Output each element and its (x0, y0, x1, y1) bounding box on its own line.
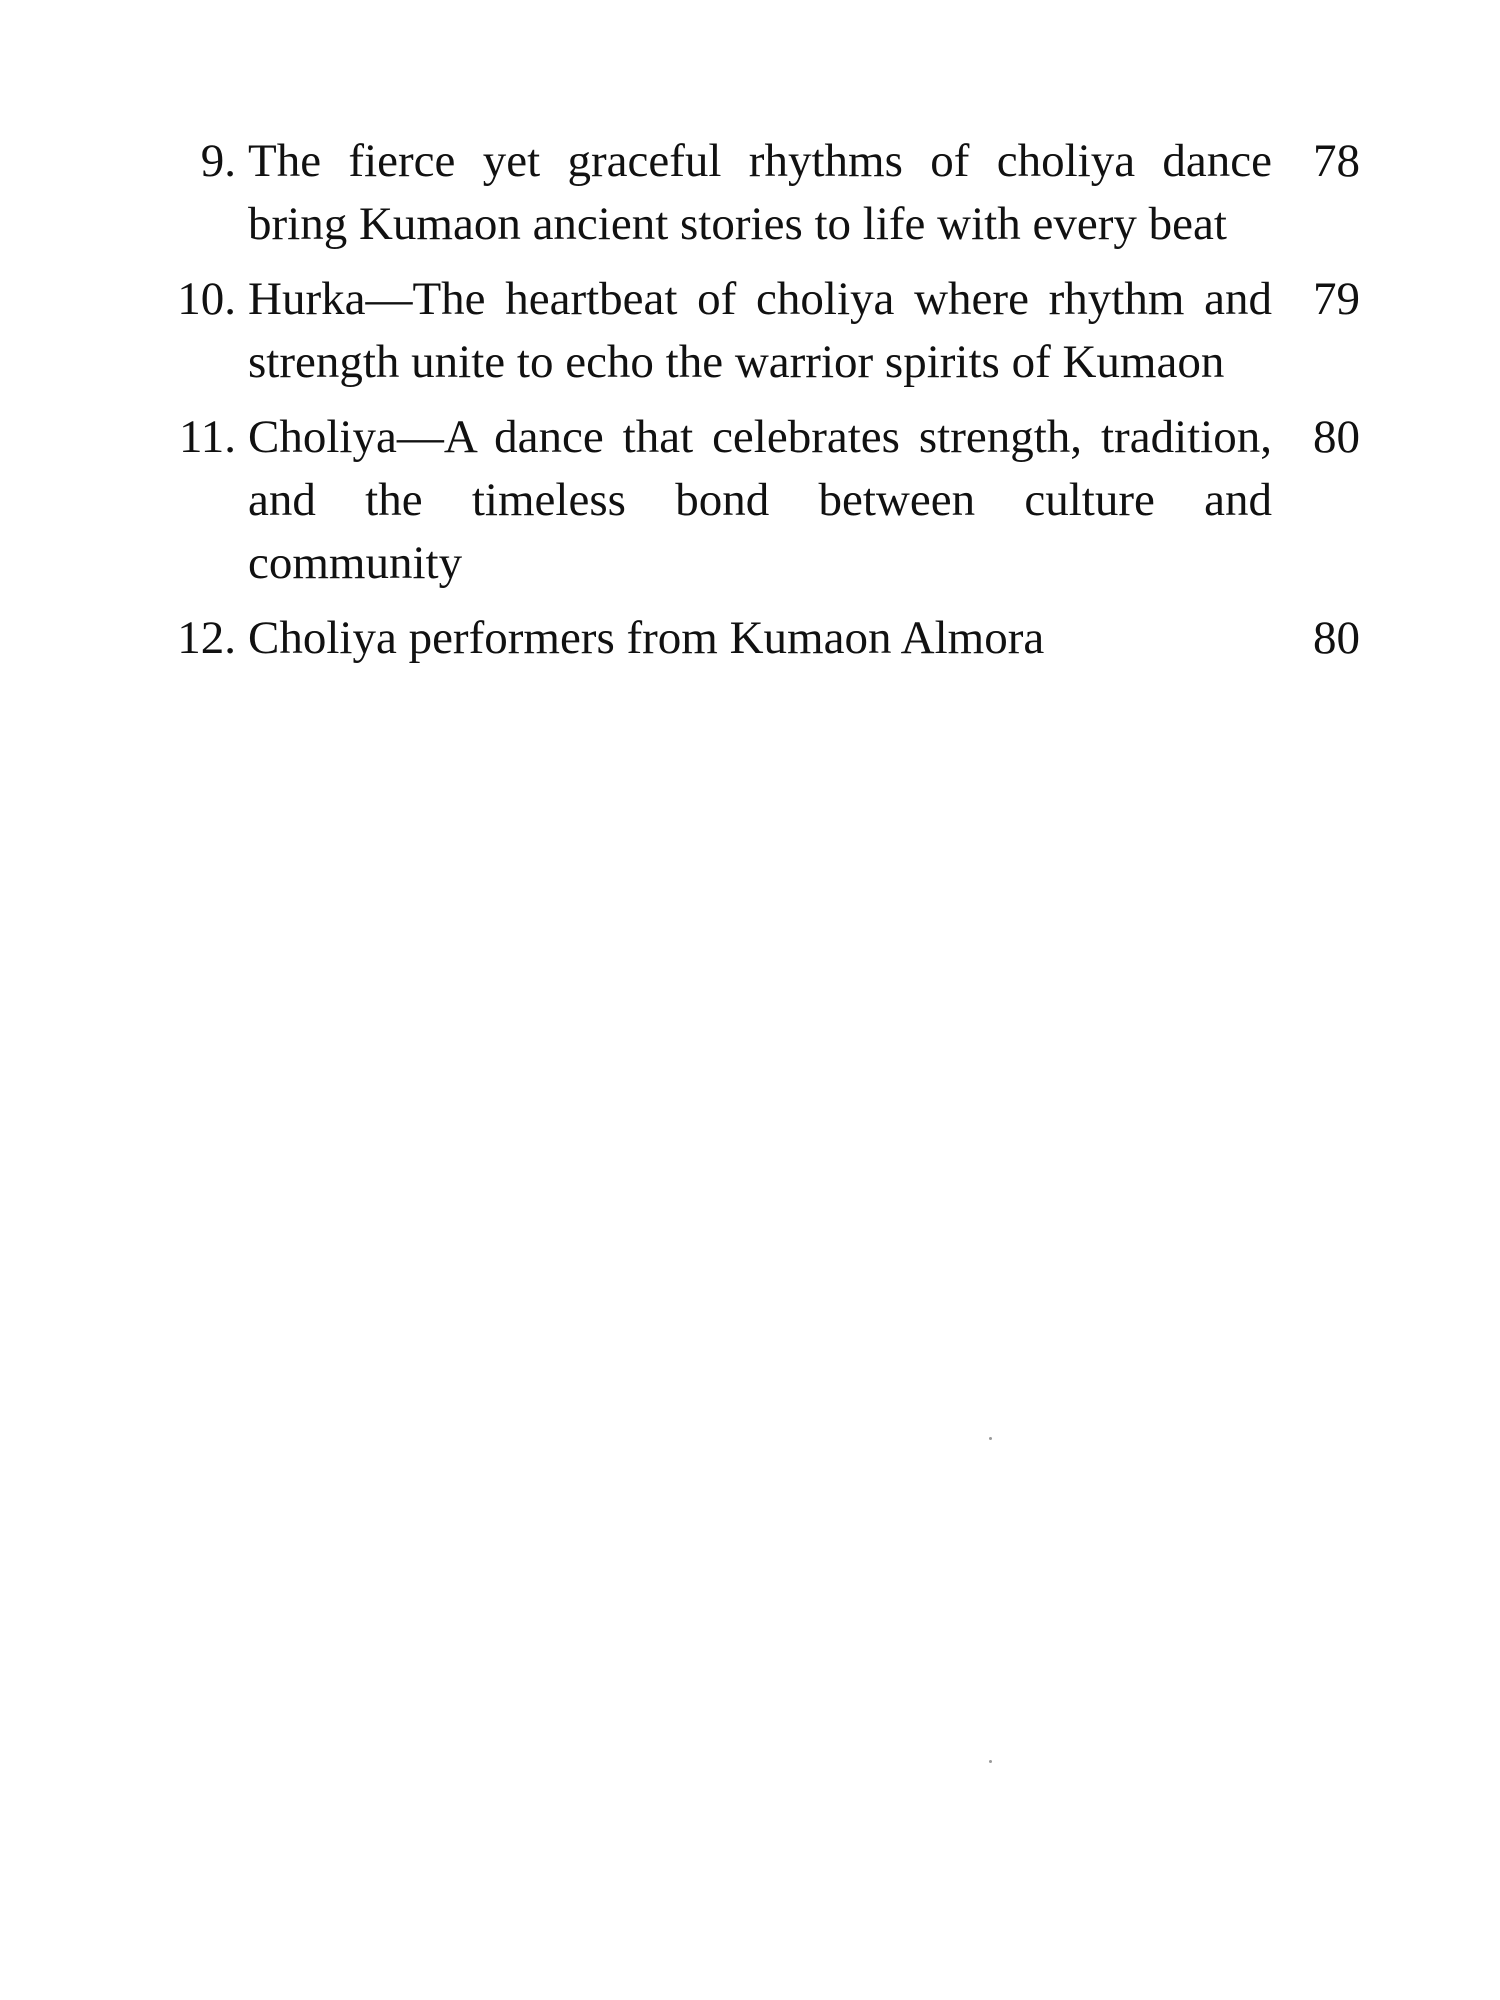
toc-entry-title: Hurka—The heartbeat of choliya where rhythm and strength unite to echo the warrior spirits of Kumaon (248, 273, 1272, 388)
toc-entry-page: 78 (1313, 135, 1360, 187)
toc-entry-page: 80 (1313, 612, 1360, 664)
toc-entry-number: 12. (177, 612, 236, 664)
toc-entry (0, 268, 1500, 394)
scan-speck (989, 1760, 992, 1763)
toc-entry-title: The fierce yet graceful rhythms of choliya dance bring Kumaon ancient stories to life with every beat (248, 135, 1272, 250)
toc-entry (0, 607, 1500, 670)
toc-entry-page: 80 (1313, 411, 1360, 463)
toc-entry-page: 79 (1313, 273, 1360, 325)
table-of-contents (0, 130, 1500, 682)
toc-entry (0, 406, 1500, 595)
toc-entry-title: Choliya—A dance that celebrates strength, tradition, and the timeless bond between culture and community (248, 411, 1272, 589)
toc-entry-number: 10. (177, 273, 236, 325)
toc-entry-title: Choliya performers from Kumaon Almora (248, 612, 1045, 664)
toc-entry (0, 130, 1500, 256)
scan-speck (989, 1437, 992, 1440)
toc-entry-number: 9. (200, 135, 236, 187)
toc-entry-number: 11. (178, 411, 236, 463)
